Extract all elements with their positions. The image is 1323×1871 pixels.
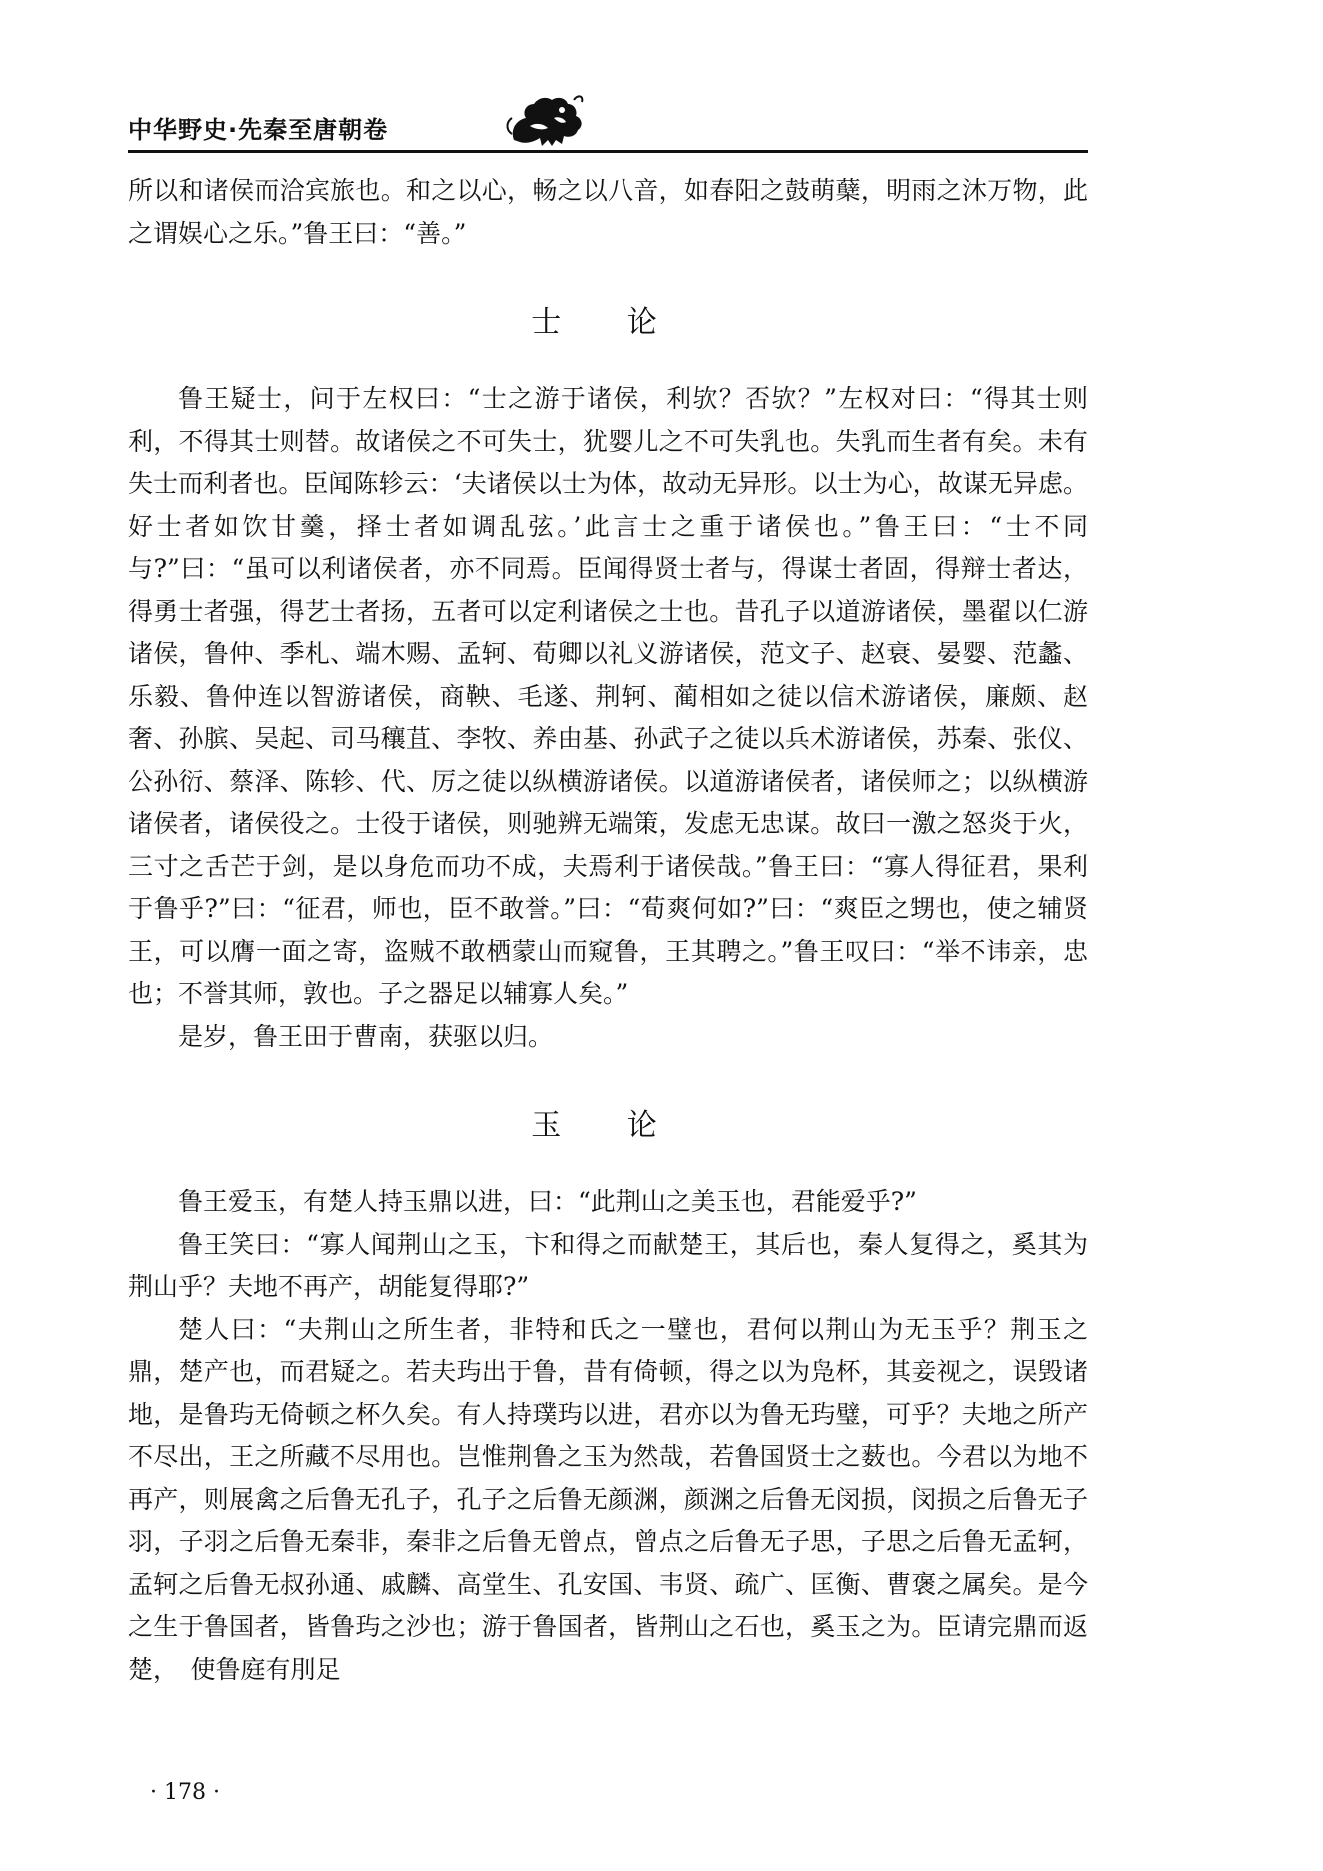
book-title: 中华野史·先秦至唐朝卷	[128, 116, 389, 144]
paragraph: 鲁王爱玉，有楚人持玉鼎以进，曰：“此荆山之美玉也，君能爱乎?”	[178, 1187, 917, 1216]
dragon-emblem-icon	[504, 90, 586, 152]
header-rule	[128, 150, 1088, 153]
section-title-shi-lun: 士 论	[531, 305, 685, 340]
paragraph: 鲁王疑士，问于左权曰：“士之游于诸侯，利欤？否欤？”左权对曰：“得其士则利，不得其士则替。故诸侯之不可失士，犹婴儿之不可失乳也。失乳而生者有矣。未有失士而利者也。臣闻陈轸云：‘夫诸侯以士为体，故动无异形。以士为心，故谋无异虑。好士者如饮甘羹，择士者如调乱弦。’此言士之重于诸侯也。”鲁王曰：“士不同与?”曰：“虽可以利诸侯者，亦不同焉。臣闻得贤士者与，得谋士者固，得辩士者达，得勇士者强，得艺士者扬，五者可以定利诸侯之士也。昔孔子以道游诸侯，墨翟以仁游诸侯，鲁仲、季札、端木赐、孟轲、荀卿以礼义游诸侯，范文子、赵衰、晏婴、范蠡、乐毅、鲁仲连以智游诸侯，商鞅、毛遂、荆轲、蔺相如之徒以信术游诸侯，廉颇、赵奢、孙膑、吴起、司马穰苴、李牧、养由基、孙武子之徒以兵术游诸侯，苏秦、张仪、公孙衍、蔡泽、陈轸、代、厉之徒以纵横游诸侯。以道游诸侯者，诸侯师之；以纵横游诸侯者，诸侯役之。士役于诸侯，则驰辨无端策，发虑无忠谋。故曰一激之怒炎于火，三寸之舌芒于剑，是以身危而功不成，夫焉利于诸侯哉。”鲁王曰：“寡人得征君，果利于鲁乎?”曰：“征君，师也，臣不敢誉。”曰：“荀爽何如?”曰：“爽臣之甥也，使之辅贤王，可以膺一面之寄，盗贼不敢栖蒙山而窥鲁，王其聘之。”鲁王叹曰：“举不讳亲，忠也；不誉其师，敦也。子之器足以辅寡人矣。”	[128, 384, 1088, 1008]
page-body	[128, 170, 1088, 1691]
running-header	[128, 88, 1088, 158]
paragraph: 楚人曰：“夫荆山之所生者，非特和氏之一璧也，君何以荆山为无玉乎？荆玉之鼎，楚产也，而君疑之。若夫玙出于鲁，昔有倚顿，得之以为凫杯，其妾视之，误毁诸地，是鲁玙无倚顿之杯久矣。有人持璞玙以进，君亦以为鲁无玙璧，可乎？夫地之所产不尽出，王之所藏不尽用也。岂惟荆鲁之玉为然哉，若鲁国贤士之薮也。今君以为地不再产，则展禽之后鲁无孔子，孔子之后鲁无颜渊，颜渊之后鲁无闵损，闵损之后鲁无子羽，子羽之后鲁无秦非，秦非之后鲁无曾点，曾点之后鲁无子思，子思之后鲁无孟轲，孟轲之后鲁无叔孙通、戚麟、高堂生、孔安国、韦贤、疏广、匡衡、曹褒之属矣。是今之生于鲁国者，皆鲁玙之沙也；游于鲁国者，皆荆山之石也，奚玉之为。臣请完鼎而返楚， 使鲁庭有刖足	[128, 1314, 1088, 1684]
paragraph: 是岁，鲁王田于曹南，获驱以归。	[178, 1021, 554, 1051]
section-title-yu-lun: 玉 论	[531, 1108, 685, 1143]
continuation-paragraph: 所以和诸侯而洽宾旅也。和之以心，畅之以八音，如春阳之鼓萌蘖，明雨之沐万物，此之谓娱心之乐。”鲁王曰：“善。”	[128, 176, 1088, 248]
paragraph: 鲁王笑曰：“寡人闻荆山之玉，卞和得之而献楚王，其后也，秦人复得之，奚其为荆山乎？夫地不再产，胡能复得耶?”	[128, 1229, 1088, 1301]
page-number: · 178 ·	[150, 1780, 220, 1805]
